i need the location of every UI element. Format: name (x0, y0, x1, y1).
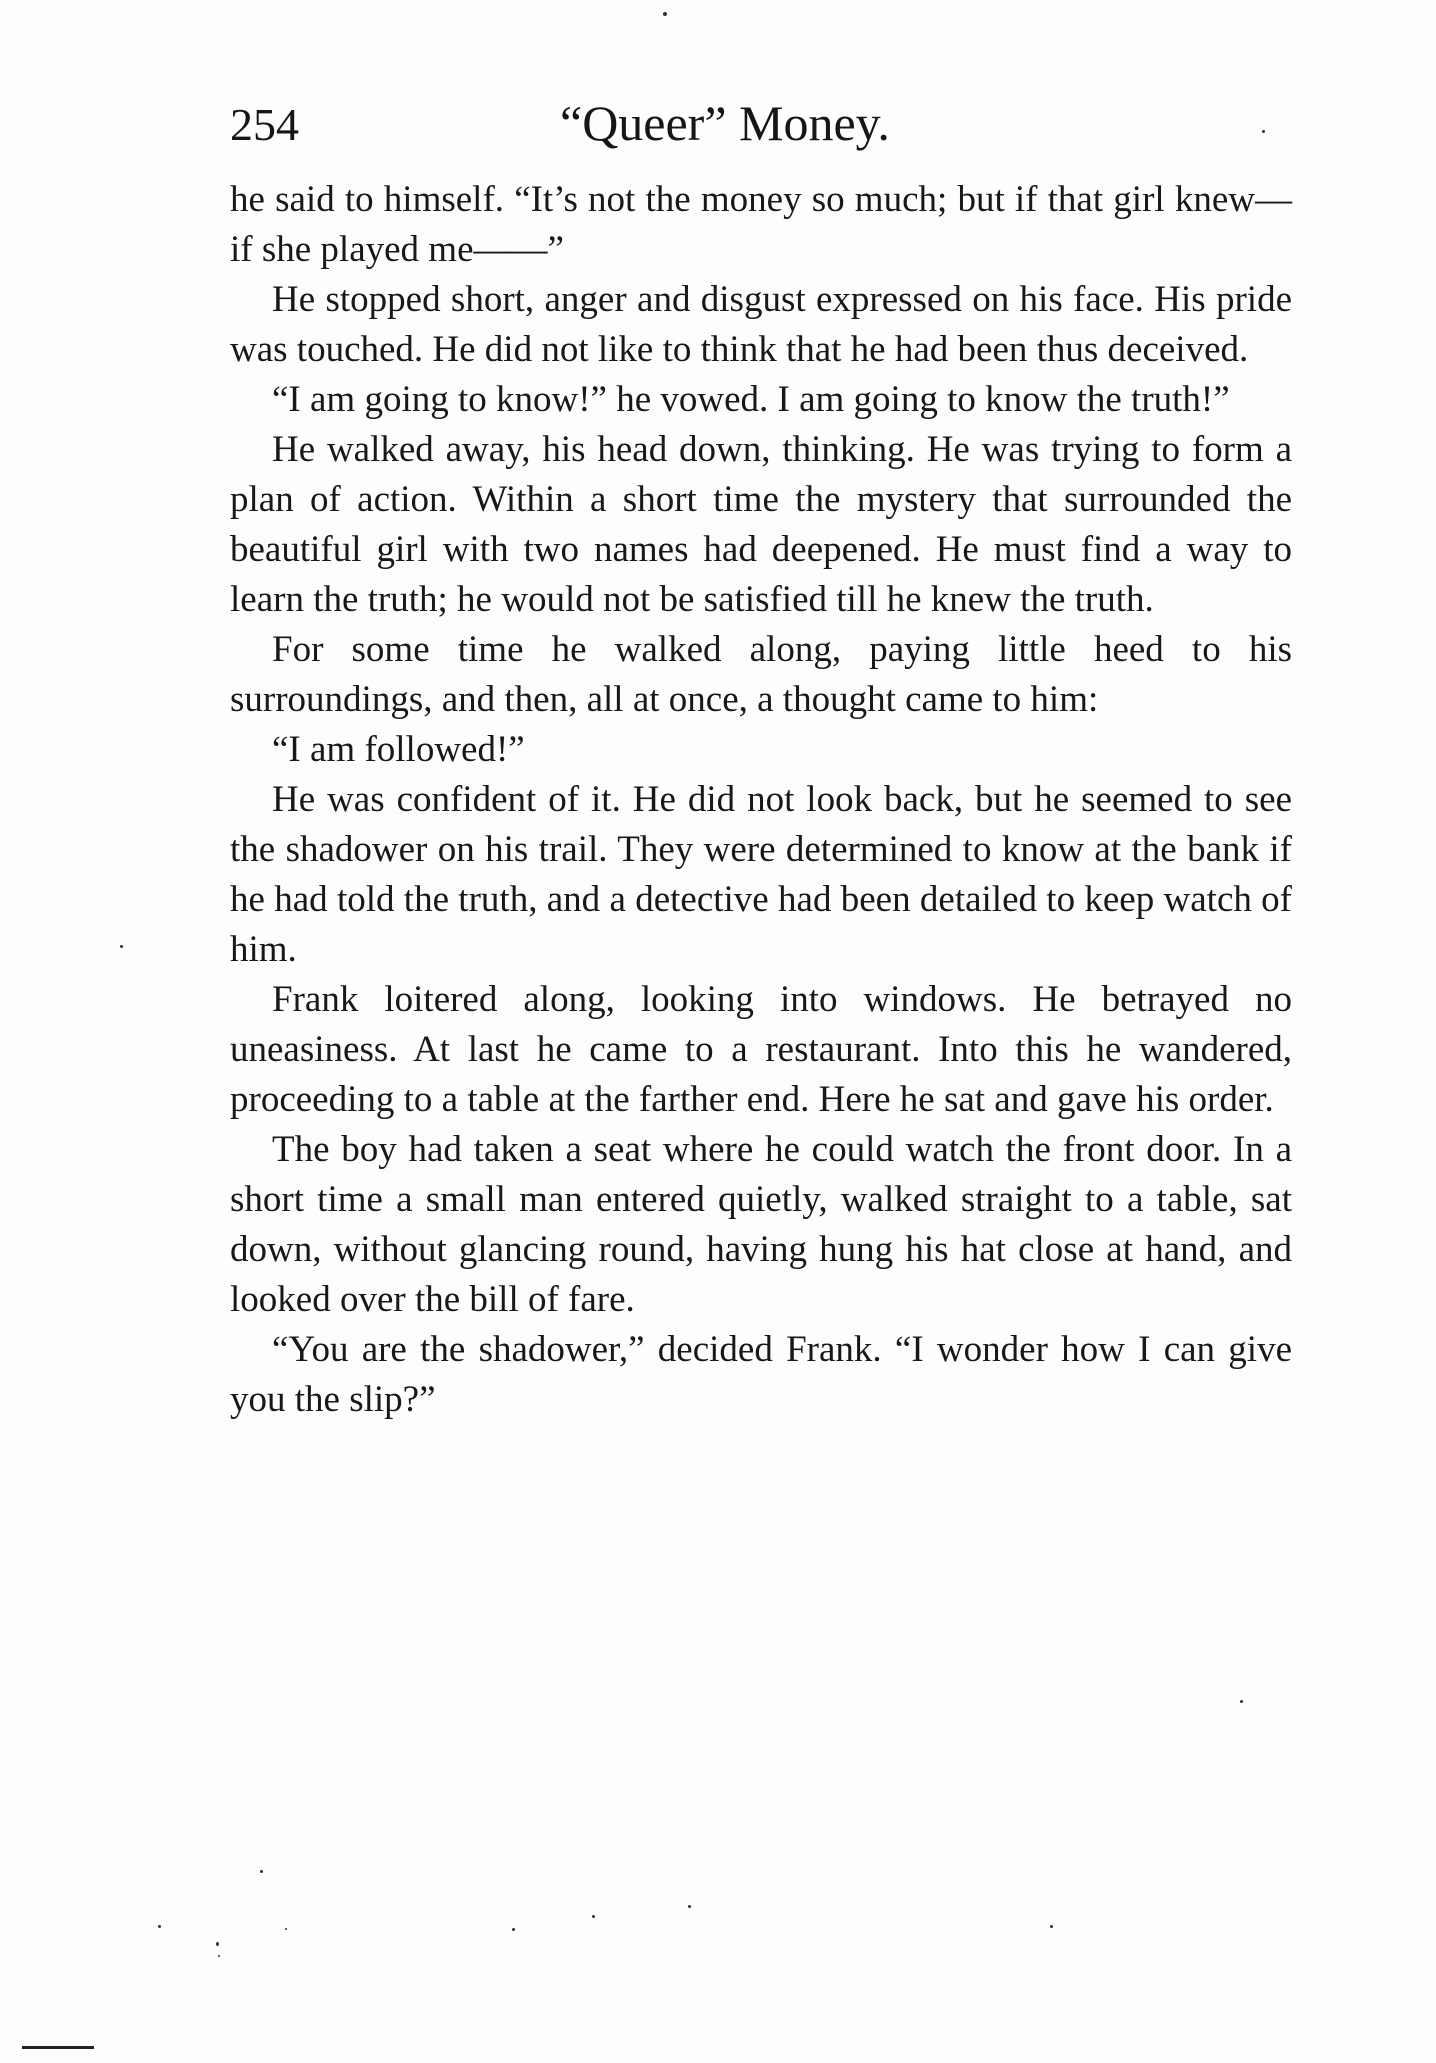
body-text (230, 175, 1292, 1425)
paper-speck (663, 12, 667, 16)
paragraph-3: “I am going to know!” he vowed. I am going to know the truth!” (272, 379, 1230, 420)
paper-speck (285, 1928, 287, 1930)
paper-speck (260, 1870, 263, 1873)
paragraph-1: he said to himself. “It’s not the money so much; but if that girl knew—if she played me——” (230, 179, 1292, 270)
paper-speck (218, 1955, 220, 1957)
paper-speck (512, 1928, 515, 1931)
page-header (230, 95, 1295, 165)
paper-speck (158, 1925, 161, 1928)
paper-speck (688, 1905, 691, 1908)
paper-speck (1240, 1700, 1243, 1703)
paragraph-6: “I am followed!” (272, 729, 525, 770)
paragraph-8: Frank loitered along, looking into windows. He betrayed no uneasiness. At last he came to a restaurant. Into this he wandered, proceeding to a table at the farther end. Here he sat and gave his order. (230, 979, 1292, 1120)
paragraph-5: For some time he walked along, paying little heed to his surroundings, and then, all at once, a thought came to him: (230, 629, 1292, 720)
paragraph-2: He stopped short, anger and disgust expressed on his face. His pride was touched. He did not like to think that he had been thus deceived. (230, 279, 1292, 370)
paper-speck (216, 1942, 219, 1946)
running-title: “Queer” Money. (560, 95, 890, 151)
page-edge-mark (22, 2046, 94, 2049)
paragraph-10: “You are the shadower,” decided Frank. “I wonder how I can give you the slip?” (230, 1329, 1292, 1420)
paragraph-9: The boy had taken a seat where he could watch the front door. In a short time a small man entered quietly, walked straight to a table, sat down, without glancing round, having hung his hat close at hand, and looked over the bill of fare. (230, 1129, 1292, 1320)
paragraph-4: He walked away, his head down, thinking. He was trying to form a plan of action. Within a short time the mystery that surrounded the beautiful girl with two names had deepened. He must find a way to learn the truth; he would not be satisfied till he knew the truth. (230, 429, 1292, 620)
paper-speck (592, 1915, 595, 1918)
page-number: 254 (230, 99, 299, 150)
paper-speck (1262, 130, 1265, 133)
paper-speck (120, 945, 123, 948)
paragraph-7: He was confident of it. He did not look back, but he seemed to see the shadower on his trail. They were determined to know at the bank if he had told the truth, and a detective had been detailed to keep watch of him. (230, 779, 1292, 970)
paper-speck (1050, 1925, 1053, 1928)
